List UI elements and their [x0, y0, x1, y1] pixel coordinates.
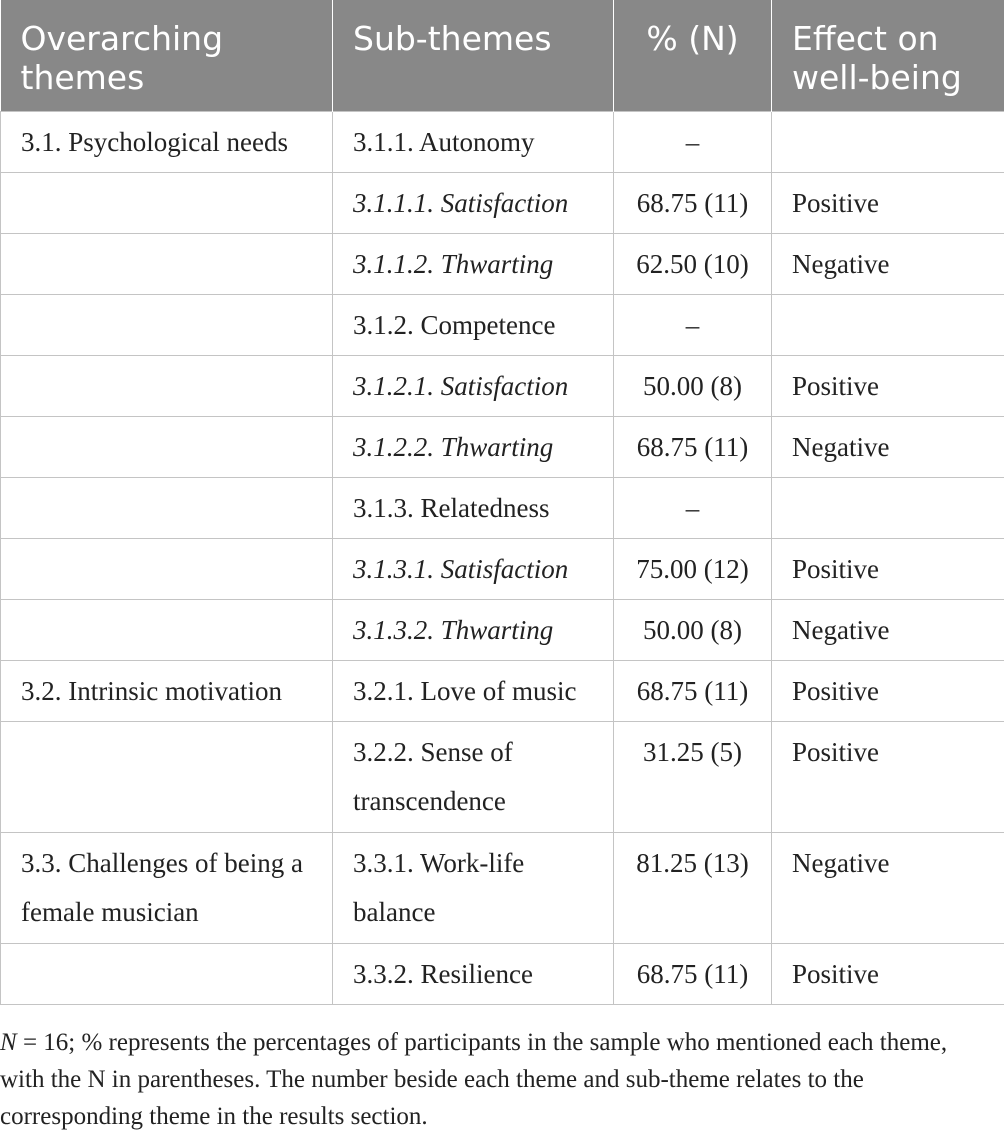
- table-body: [1, 112, 1004, 1005]
- percent-cell: 50.00 (8): [614, 600, 772, 661]
- theme-cell: [1, 356, 333, 417]
- theme-cell: [1, 478, 333, 539]
- table-row: [1, 112, 1004, 173]
- subtheme-cell: 3.1.1.2. Thwarting: [333, 234, 614, 295]
- effect-cell: Positive: [772, 661, 1004, 722]
- footnote-n-label: N: [0, 1029, 17, 1056]
- percent-cell: 68.75 (11): [614, 173, 772, 234]
- subtheme-cell: 3.1.3.1. Satisfaction: [333, 539, 614, 600]
- subtheme-cell: 3.3.2. Resilience: [333, 944, 614, 1005]
- percent-cell: 31.25 (5): [614, 722, 772, 833]
- percent-cell: 81.25 (13): [614, 833, 772, 944]
- effect-cell: Positive: [772, 722, 1004, 833]
- theme-cell: [1, 600, 333, 661]
- theme-cell: 3.2. Intrinsic motivation: [1, 661, 333, 722]
- percent-cell: –: [614, 295, 772, 356]
- subtheme-cell: 3.3.1. Work-life balance: [333, 833, 614, 944]
- table-row: [1, 356, 1004, 417]
- table-row: [1, 944, 1004, 1005]
- table-row: [1, 417, 1004, 478]
- theme-cell: [1, 944, 333, 1005]
- effect-cell: Positive: [772, 356, 1004, 417]
- subtheme-cell: 3.1.2. Competence: [333, 295, 614, 356]
- subtheme-cell: 3.1.1. Autonomy: [333, 112, 614, 173]
- subtheme-cell: 3.1.2.1. Satisfaction: [333, 356, 614, 417]
- percent-cell: 68.75 (11): [614, 661, 772, 722]
- theme-cell: 3.1. Psychological needs: [1, 112, 333, 173]
- theme-cell: 3.3. Challenges of being a female musician: [1, 833, 333, 944]
- subtheme-cell: 3.2.2. Sense of transcendence: [333, 722, 614, 833]
- header-sub-themes: Sub-themes: [333, 0, 614, 112]
- table-row: [1, 833, 1004, 944]
- theme-cell: [1, 173, 333, 234]
- effect-cell: Positive: [772, 944, 1004, 1005]
- subtheme-cell: 3.2.1. Love of music: [333, 661, 614, 722]
- table-footnote: [0, 1024, 990, 1135]
- effect-cell: [772, 295, 1004, 356]
- table-row: [1, 173, 1004, 234]
- subtheme-cell: 3.1.2.2. Thwarting: [333, 417, 614, 478]
- effect-cell: Positive: [772, 539, 1004, 600]
- theme-cell: [1, 722, 333, 833]
- table-row: [1, 600, 1004, 661]
- effect-cell: [772, 112, 1004, 173]
- footnote-text: = 16; % represents the percentages of participants in the sample who mentioned each theme, with the N in parentheses. The number beside each theme and sub-theme relates to the corresponding theme in the results section.: [0, 1029, 948, 1130]
- table-row: [1, 722, 1004, 833]
- subtheme-cell: 3.1.1.1. Satisfaction: [333, 173, 614, 234]
- table-row: [1, 478, 1004, 539]
- effect-cell: Positive: [772, 173, 1004, 234]
- percent-cell: 68.75 (11): [614, 944, 772, 1005]
- table-row: [1, 295, 1004, 356]
- theme-cell: [1, 539, 333, 600]
- header-effect-on-well-being: Effect on well-being: [772, 0, 1004, 112]
- percent-cell: 62.50 (10): [614, 234, 772, 295]
- percent-cell: –: [614, 112, 772, 173]
- percent-cell: 68.75 (11): [614, 417, 772, 478]
- effect-cell: Negative: [772, 234, 1004, 295]
- subtheme-cell: 3.1.3. Relatedness: [333, 478, 614, 539]
- theme-cell: [1, 295, 333, 356]
- table-row: [1, 661, 1004, 722]
- header-row: [1, 0, 1004, 112]
- percent-cell: 50.00 (8): [614, 356, 772, 417]
- header-percent-n: % (N): [614, 0, 772, 112]
- theme-cell: [1, 234, 333, 295]
- theme-cell: [1, 417, 333, 478]
- header-overarching-themes: Overarching themes: [1, 0, 333, 112]
- effect-cell: Negative: [772, 600, 1004, 661]
- subtheme-cell: 3.1.3.2. Thwarting: [333, 600, 614, 661]
- table-row: [1, 539, 1004, 600]
- table-header: [1, 0, 1004, 112]
- percent-cell: –: [614, 478, 772, 539]
- effect-cell: Negative: [772, 833, 1004, 944]
- effect-cell: [772, 478, 1004, 539]
- table-row: [1, 234, 1004, 295]
- effect-cell: Negative: [772, 417, 1004, 478]
- percent-cell: 75.00 (12): [614, 539, 772, 600]
